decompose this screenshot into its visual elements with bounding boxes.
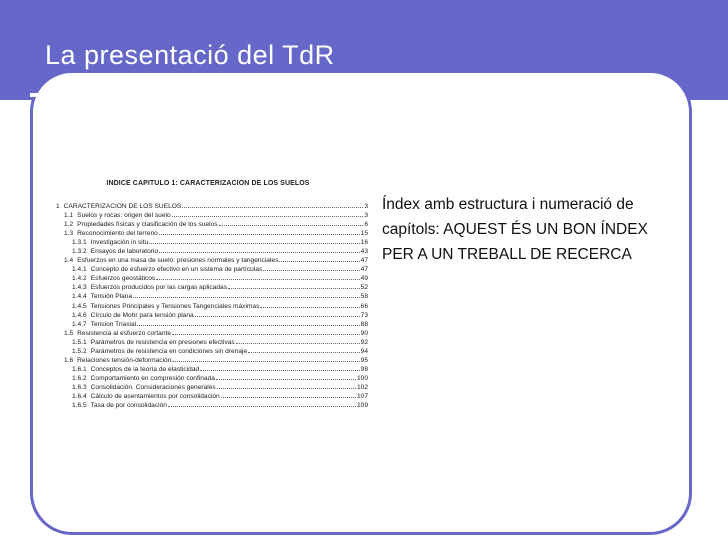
toc-entry	[48, 355, 368, 364]
toc-entry-number: 1.4.1	[72, 266, 87, 274]
toc-entry	[48, 391, 368, 400]
toc-entry-text: Cálculo de asentamientos por consolidación	[90, 392, 220, 400]
toc-entry-page: 107	[356, 392, 368, 400]
toc-entry-leader	[248, 346, 359, 353]
toc-entry-page: 88	[360, 320, 368, 328]
toc-entry-page: 73	[360, 311, 368, 319]
toc-entry-leader	[159, 228, 360, 235]
toc-entry	[48, 319, 368, 328]
toc-entry-leader	[149, 237, 359, 244]
toc-entry-leader	[216, 373, 356, 380]
toc-heading: INDICE CAPITULO 1: CARACTERIZACION DE LOS SUELOS	[106, 180, 310, 187]
toc-entry	[48, 282, 368, 291]
toc-entry-text: Consolidación. Consideraciones generales	[90, 383, 216, 391]
toc-entry-text: Tasa de por consolidación	[90, 402, 167, 410]
toc-entry-page: 3	[364, 212, 368, 220]
toc-entry-number: 1.6.2	[72, 374, 87, 382]
toc-entry-leader	[172, 210, 364, 217]
toc-entry	[48, 400, 368, 409]
toc-entry-number: 1.6.4	[72, 392, 87, 400]
toc-entry-page: 58	[360, 293, 368, 301]
toc-entry-page: 16	[360, 239, 368, 247]
toc-entry-leader	[156, 273, 359, 280]
toc-entry-leader	[168, 400, 356, 407]
toc-entry-number: 1	[56, 203, 60, 210]
toc-entry-leader	[279, 255, 359, 262]
toc-entry-text: Comportamiento en compresión confinada	[90, 374, 215, 382]
toc-entry-text: Investigación in situ	[90, 239, 149, 247]
toc-entry-number: 1.4.2	[72, 275, 87, 283]
toc-entry-text: Parámetros de resistencia en presiones efectivas	[90, 338, 235, 346]
toc-entry-page: 49	[360, 275, 368, 283]
toc-entry-text: Parámetros de resistencia en condiciones sin drenaje	[90, 347, 248, 355]
toc-entry	[48, 337, 368, 346]
toc-entry	[48, 201, 368, 210]
toc-entry	[48, 301, 368, 310]
toc-list	[48, 201, 368, 409]
toc-entry-number: 1.6.3	[72, 383, 87, 391]
toc-entry	[48, 291, 368, 300]
toc-entry-number: 1.3.2	[72, 248, 87, 256]
toc-entry-number: 1.5.1	[72, 338, 87, 346]
toc-entry-number: 1.1	[64, 212, 74, 220]
toc-entry-number: 1.4.3	[72, 284, 87, 292]
toc-entry-text: CARACTERIZACION DE LOS SUELOS	[63, 203, 182, 210]
toc-entry-text: Tension Triaxial	[90, 320, 137, 328]
toc-entry-page: 47	[360, 257, 368, 265]
toc-entry-page: 90	[360, 329, 368, 337]
toc-entry	[48, 210, 368, 219]
toc-entry-number: 1.3.1	[72, 239, 87, 247]
toc-entry	[48, 373, 368, 382]
toc-entry	[48, 237, 368, 246]
toc-entry-number: 1.4.7	[72, 320, 87, 328]
toc-image	[48, 180, 368, 409]
toc-entry-text: Concepto de esfuerzo efectivo en un sistema de partículas	[90, 266, 263, 274]
toc-entry	[48, 228, 368, 237]
toc-entry-number: 1.5.2	[72, 347, 87, 355]
toc-entry-number: 1.5	[64, 329, 74, 337]
toc-entry-page: 98	[360, 365, 368, 373]
toc-entry-text: Conceptos de la teoría de elasticidad	[90, 365, 200, 373]
toc-entry	[48, 346, 368, 355]
toc-entry	[48, 310, 368, 319]
toc-entry-text: Círculo de Mohr para tensión plana	[90, 311, 194, 319]
toc-entry	[48, 255, 368, 264]
toc-entry-text: Propiedades físicas y clasificación de los suelos	[77, 221, 218, 229]
toc-entry-text: Relaciones tensión-deformación	[77, 356, 172, 364]
toc-entry-text: Esfuerzos geostáticos	[90, 275, 156, 283]
toc-entry-leader	[159, 246, 360, 253]
toc-entry-page: 52	[360, 284, 368, 292]
toc-entry	[48, 264, 368, 273]
slide-note: Índex amb estructura i numeració de capítols: AQUEST ÉS UN BON ÍNDEX PER A UN TREBALL DE RECERCA	[382, 196, 648, 263]
title-underline	[30, 93, 642, 97]
toc-entry-text: Ensayos de laboratorio	[90, 248, 159, 256]
toc-entry-leader	[263, 264, 359, 271]
toc-entry-page: 15	[360, 230, 368, 238]
toc-entry-page: 95	[360, 356, 368, 364]
toc-entry-number: 1.4.6	[72, 311, 87, 319]
toc-entry	[48, 273, 368, 282]
toc-entry-leader	[172, 328, 360, 335]
toc-entry-page: 47	[360, 266, 368, 274]
toc-entry-page: 43	[360, 248, 368, 256]
toc-entry-leader	[260, 301, 359, 308]
toc-entry	[48, 364, 368, 373]
toc-entry-number: 1.4	[64, 257, 74, 265]
toc-entry-leader	[200, 364, 359, 371]
toc-entry-page: 100	[356, 374, 368, 382]
toc-entry-leader	[228, 282, 360, 289]
toc-entry	[48, 246, 368, 255]
toc-entry-leader	[217, 382, 356, 389]
toc-entry-leader	[195, 310, 360, 317]
toc-entry-leader	[182, 201, 363, 208]
toc-entry-text: Resistencia al esfuerzo cortante	[77, 329, 171, 337]
toc-entry	[48, 382, 368, 391]
slide-title: La presentació del TdR	[45, 40, 335, 70]
toc-entry-leader	[221, 391, 356, 398]
toc-entry-text: Reconocimiento del terreno	[77, 230, 158, 238]
toc-entry-text: Tensión Plana	[90, 293, 133, 301]
toc-entry-number: 1.6.1	[72, 365, 87, 373]
toc-entry-leader	[133, 291, 360, 298]
toc-entry-leader	[172, 355, 359, 362]
toc-entry	[48, 219, 368, 228]
toc-entry-page: 102	[356, 383, 368, 391]
toc-entry-number: 1.2	[64, 221, 74, 229]
toc-entry-page: 92	[360, 338, 368, 346]
toc-entry-number: 1.4.5	[72, 302, 87, 310]
toc-entry-page: 94	[360, 347, 368, 355]
toc-entry-text: Esfuerzos producidos por las cargas aplicadas	[90, 284, 228, 292]
toc-entry-leader	[137, 319, 360, 326]
toc-entry-text: Esfuerzos en una masa de suelo: presiones normales y tangenciales	[77, 257, 279, 265]
toc-entry-page: 66	[360, 302, 368, 310]
toc-entry-number: 1.6	[64, 356, 74, 364]
toc-entry-number: 1.3	[64, 230, 74, 238]
toc-entry	[48, 328, 368, 337]
toc-entry-number: 1.6.5	[72, 402, 87, 410]
toc-entry-text: Suelos y rocas: origen del suelo	[77, 212, 171, 220]
toc-entry-page: 6	[364, 221, 368, 229]
toc-entry-page: 109	[356, 402, 368, 410]
toc-entry-number: 1.4.4	[72, 293, 87, 301]
toc-entry-leader	[236, 337, 360, 344]
toc-entry-text: Tensiones Principales y Tensiones Tangenciales máximas	[90, 302, 260, 310]
toc-entry-page: 3	[364, 203, 368, 210]
toc-entry-leader	[219, 219, 364, 226]
